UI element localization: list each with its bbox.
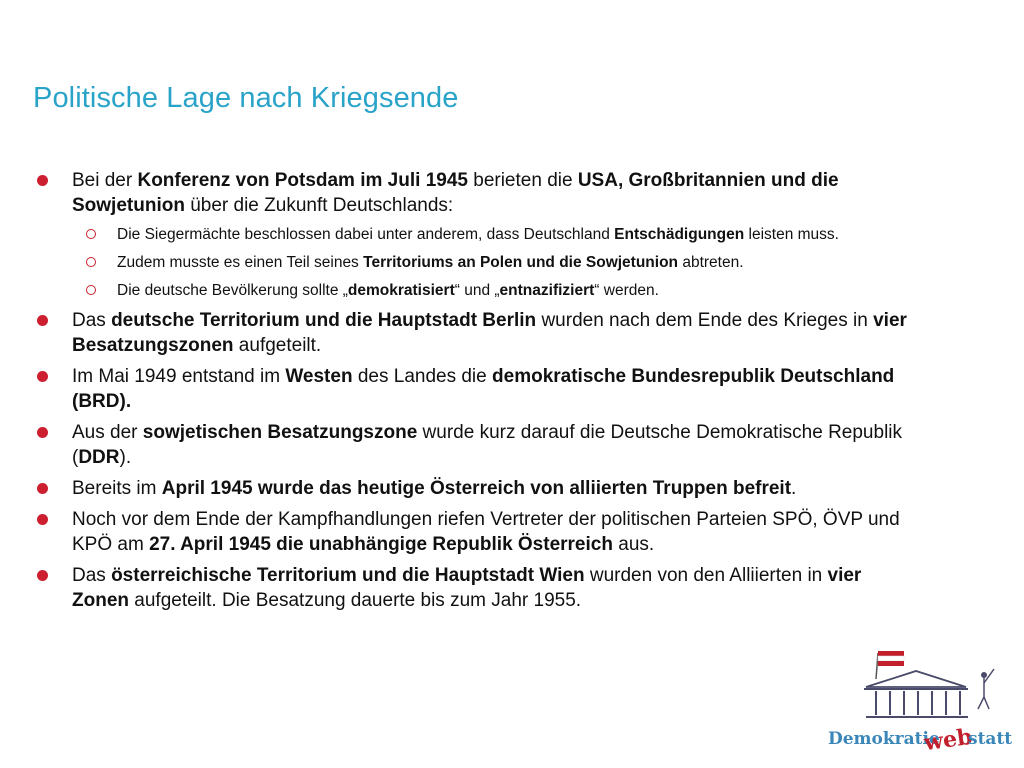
text: des Landes die xyxy=(352,366,493,387)
text: aufgeteilt. Die Besatzung dauerte bis zum Jahr 1955. xyxy=(129,590,582,611)
text: Zudem musste es einen Teil seines xyxy=(117,254,364,271)
bullet-list xyxy=(0,168,960,619)
bold-text: Entschädigungen xyxy=(614,226,745,243)
slide-title: Politische Lage nach Kriegsende xyxy=(33,82,459,114)
bullet-ring-icon xyxy=(86,229,96,239)
logo-word-demokratie: Demokratie xyxy=(828,729,940,749)
text: über die Zukunft Deutschlands: xyxy=(184,195,454,216)
text: “ werden. xyxy=(594,282,659,299)
bold-text: 27. April 1945 die unabhängige Republik Österreich xyxy=(149,534,613,555)
bullet-item xyxy=(0,563,922,613)
logo-word-statt: statt xyxy=(968,729,1013,749)
sub-bullet-item xyxy=(0,280,922,302)
bold-text: sowjetischen Besatzungszone xyxy=(142,422,418,443)
bullet-item xyxy=(0,168,922,218)
bullet-item xyxy=(0,364,922,414)
bullet-dot-icon xyxy=(37,570,48,581)
bullet-dot-icon xyxy=(37,371,48,382)
bold-text: USA, Großbritannien und die Sowjetunion xyxy=(72,170,839,216)
bullet-ring-icon xyxy=(86,257,96,267)
bold-text: April 1945 wurde das heutige Österreich von alliierten Truppen befreit xyxy=(161,478,792,499)
text: wurde kurz darauf die Deutsche Demokratische Republik ( xyxy=(72,422,903,468)
text: Noch vor dem Ende der Kampfhandlungen riefen Vertreter der politischen Parteien SPÖ, ÖVP und KPÖ am xyxy=(72,509,900,555)
text: abtreten. xyxy=(678,254,744,271)
demokratiewebstatt-logo xyxy=(826,645,1016,763)
bold-text: Konferenz von Potsdam im Juli 1945 xyxy=(137,170,468,191)
text: Die Siegermächte beschlossen dabei unter anderem, dass Deutschland xyxy=(117,226,615,243)
bold-text: deutsche Territorium und die Hauptstadt Berlin xyxy=(111,310,537,331)
text: Im Mai 1949 entstand im xyxy=(72,366,286,387)
text: aufgeteilt. xyxy=(233,335,322,356)
bold-text: vier Zonen xyxy=(72,565,862,611)
bullet-dot-icon xyxy=(37,514,48,525)
bullet-dot-icon xyxy=(37,315,48,326)
text: “ und „ xyxy=(454,282,500,299)
text: wurden von den Alliierten in xyxy=(584,565,828,586)
sub-bullet-item xyxy=(0,224,922,246)
text: . xyxy=(791,478,797,499)
logo-wordmark xyxy=(826,721,1016,761)
logo-word-web: web xyxy=(922,723,974,757)
text: wurden nach dem Ende des Krieges in xyxy=(536,310,874,331)
text: Das xyxy=(72,565,112,586)
text: Das xyxy=(72,310,112,331)
bullet-dot-icon xyxy=(37,427,48,438)
bullet-item xyxy=(0,420,922,470)
text: aus. xyxy=(612,534,655,555)
bold-text: Territoriums an Polen und die Sowjetunion xyxy=(363,254,679,271)
text: berieten die xyxy=(467,170,578,191)
bold-text: Westen xyxy=(285,366,353,387)
bold-text: DDR xyxy=(78,447,120,468)
bold-text: vier Besatzungszonen xyxy=(72,310,907,356)
bullet-dot-icon xyxy=(37,483,48,494)
bullet-ring-icon xyxy=(86,285,96,295)
bullet-item xyxy=(0,476,922,501)
bullet-dot-icon xyxy=(37,175,48,186)
bullet-item xyxy=(0,308,922,358)
bold-text: demokratisiert xyxy=(347,282,455,299)
sub-bullet-item xyxy=(0,252,922,274)
text: Die deutsche Bevölkerung sollte „ xyxy=(117,282,348,299)
text: Bei der xyxy=(72,170,138,191)
bullet-item xyxy=(0,507,922,557)
text: Bereits im xyxy=(72,478,162,499)
bold-text: österreichische Territorium und die Hauptstadt Wien xyxy=(111,565,585,586)
text: leisten muss. xyxy=(744,226,839,243)
parliament-building-icon xyxy=(826,645,1016,725)
bold-text: entnazifiziert xyxy=(499,282,595,299)
text: ). xyxy=(119,447,132,468)
text: Aus der xyxy=(72,422,143,443)
bold-text: demokratische Bundesrepublik Deutschland (BRD). xyxy=(72,366,895,412)
